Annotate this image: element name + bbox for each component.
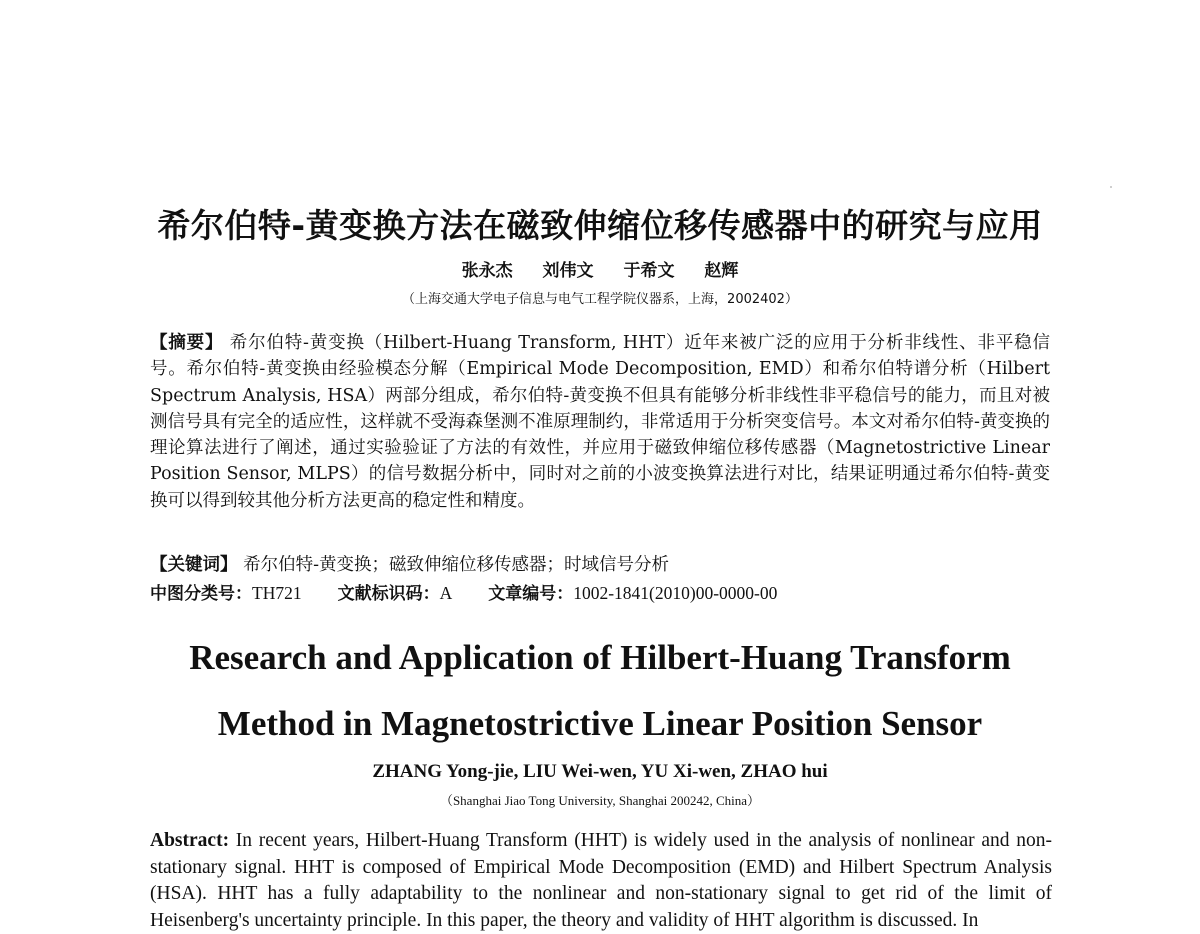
- classification-line: [150, 580, 1050, 607]
- english-authors: ZHANG Yong-jie, LIU Wei-wen, YU Xi-wen, ZHAO hui: [372, 761, 828, 782]
- chinese-keywords-text: 希尔伯特-黄变换；磁致伸缩位移传感器；时域信号分析: [243, 555, 669, 575]
- article-no-label: 文章编号：: [488, 584, 574, 604]
- chinese-keywords-label: 【关键词】: [150, 555, 238, 575]
- article-no-value: 1002-1841(2010)00-0000-00: [573, 583, 778, 603]
- chinese-abstract-text: 希尔伯特-黄变换（Hilbert-Huang Transform, HHT）近年来被广泛的应用于分析非线性、非平稳信号。希尔伯特-黄变换由经验模态分解（Empirical Mode Decomposition, EMD）和希尔伯特谱分析（Hilbert Spectrum Analysis, HSA）两部分组成，希尔伯特-黄变换不但具有能够分析非线性非平稳信号的能力，而且对被测信号具有完全的适应性，这样就不受海森堡测不准原理制约，非常适用于分析突变信号。本文对希尔伯特-黄变换的理论算法进行了阐述，通过实验验证了方法的有效性，并应用于磁致伸缩位移传感器（Magnetostrictive Linear Position Sensor, MLPS）的信号数据分析中，同时对之前的小波变换算法进行对比，结果证明通过希尔伯特-黄变换可以得到较其他分析方法更高的稳定性和精度。: [150, 333, 1051, 511]
- chinese-keywords: [150, 552, 1050, 578]
- scan-speck: [1110, 186, 1112, 188]
- chinese-abstract: [150, 330, 1050, 514]
- author-3: 于希文: [623, 261, 675, 281]
- author-1: 张永杰: [461, 261, 513, 281]
- clc-value: TH721: [252, 583, 302, 603]
- english-title-line-2: Method in Magnetostrictive Linear Position Sensor: [217, 704, 983, 743]
- clc-label: 中图分类号：: [150, 584, 252, 604]
- english-abstract-text: In recent years, Hilbert-Huang Transform (HHT) is widely used in the analysis of nonlinear and non-stationary signal. HHT is composed of Empirical Mode Decomposition (EMD) and Hilbert Spectrum Analysis (HSA). HHT has a fully adaptability to the nonlinear and non-stationary signal to get rid of the limit of Heisenberg's uncertainty principle. In this paper, the theory and validity of HHT algorithm is discussed. In: [150, 830, 1053, 931]
- english-abstract: [150, 828, 1052, 934]
- english-affiliation: （Shanghai Jiao Tong University, Shanghai 200242, China）: [439, 793, 761, 808]
- chinese-abstract-label: 【摘要】: [150, 333, 224, 353]
- chinese-title: 希尔伯特-黄变换方法在磁致伸缩位移传感器中的研究与应用: [157, 206, 1043, 245]
- chinese-authors: [0, 256, 1200, 281]
- chinese-affiliation: （上海交通大学电子信息与电气工程学院仪器系，上海，2002402）: [402, 292, 798, 307]
- doc-code-label: 文献标识码：: [337, 584, 440, 604]
- author-4: 赵辉: [704, 261, 739, 281]
- english-title-line-1: Research and Application of Hilbert-Huang Transform: [189, 638, 1011, 677]
- english-abstract-label: Abstract:: [150, 830, 230, 851]
- doc-code-value: A: [439, 583, 453, 603]
- author-2: 刘伟文: [542, 261, 594, 281]
